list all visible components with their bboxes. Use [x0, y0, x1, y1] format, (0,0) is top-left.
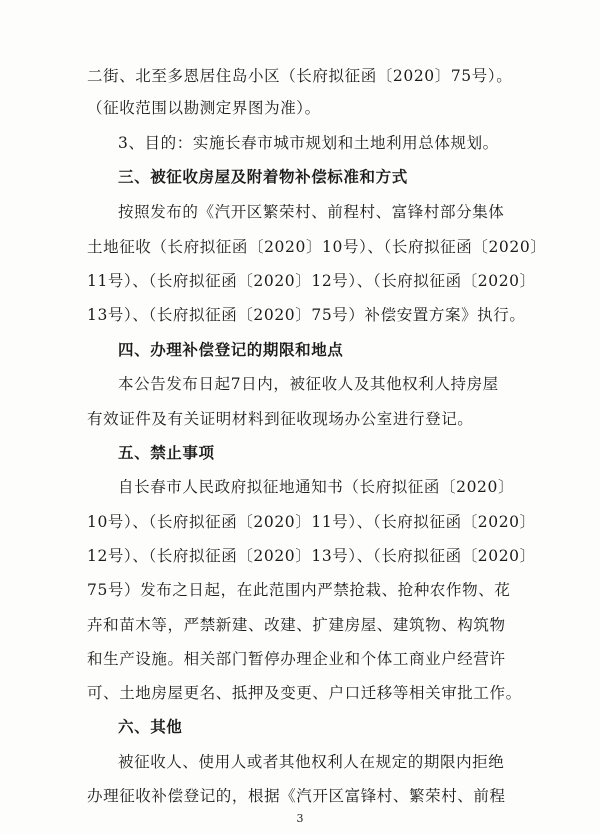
- text-line: 13号）、（长府拟征函〔2020〕75号）补偿安置方案》执行。: [87, 306, 526, 324]
- section-heading: 三、被征收房屋及附着物补偿标准和方式: [118, 168, 408, 186]
- text-line: （征收范围以勘测定界图为准）。: [87, 99, 321, 117]
- text-line: 和生产设施。相关部门暂停办理企业和个体工商业户经营许: [87, 650, 506, 668]
- text-line: 11号）、（长府拟征函〔2020〕12号）、（长府拟征函〔2020〕: [87, 272, 536, 290]
- page-number: 3: [296, 812, 304, 825]
- text-line: 自长春市人民政府拟征地通知书（长府拟征函〔2020〕: [118, 478, 515, 496]
- text-line: 本公告发布日起7日内，被征收人及其他权利人持房屋: [118, 375, 499, 393]
- text-line: 按照发布的《汽开区繁荣村、前程村、富锋村部分集体: [118, 203, 505, 221]
- text-line: 75号）发布之日起，在此范围内严禁抢栽、抢种农作物、花: [87, 581, 511, 599]
- text-line: 办理征收补偿登记的，根据《汽开区富锋村、繁荣村、前程: [87, 787, 506, 805]
- text-line: 二街、北至多恩居住岛小区（长府拟征函〔2020〕75号）。: [87, 67, 513, 85]
- section-heading: 六、其他: [118, 718, 183, 736]
- text-line: 土地征收（长府拟征函〔2020〕10号）、（长府拟征函〔2020〕: [87, 238, 547, 256]
- section-heading: 五、禁止事项: [118, 444, 215, 462]
- text-line: 被征收人、使用人或者其他权利人在规定的期限内拒绝: [118, 753, 505, 771]
- text-line: 可、土地房屋更名、抵押及变更、户口迁移等相关审批工作。: [87, 684, 522, 702]
- text-line: 卉和苗木等，严禁新建、改建、扩建房屋、建筑物、构筑物: [87, 616, 506, 634]
- section-heading: 四、办理补偿登记的期限和地点: [118, 341, 344, 359]
- text-line: 3、目的：实施长春市城市规划和土地利用总体规划。: [118, 134, 499, 152]
- text-line: 12号）、（长府拟征函〔2020〕13号）、（长府拟征函〔2020〕: [87, 547, 536, 565]
- text-line: 有效证件及有关证明材料到征收现场办公室进行登记。: [87, 410, 474, 428]
- text-line: 10号）、（长府拟征函〔2020〕11号）、（长府拟征函〔2020〕: [87, 513, 536, 531]
